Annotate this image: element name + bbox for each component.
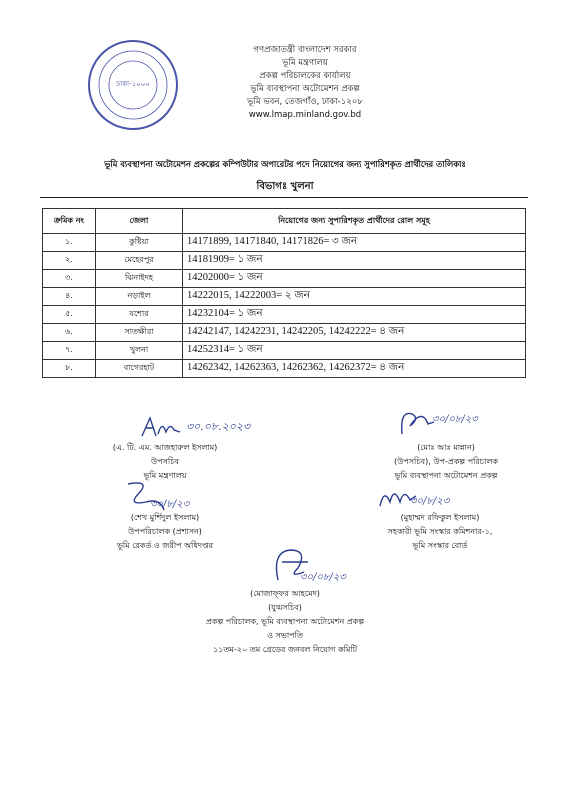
candidate-table — [42, 208, 526, 378]
signature-scribble-1 — [140, 414, 190, 440]
table-row — [43, 252, 526, 270]
signature-date-4: ৩০/৮/২৩ — [410, 496, 450, 507]
row-district: কুষ্টিয়া — [96, 234, 183, 252]
signatory-1-title: উপসচিব — [150, 457, 179, 466]
divider — [40, 197, 528, 198]
signature-date-1: ৩০.০৮.২০২৩ — [186, 420, 251, 433]
signatory-1-name: (এ. টি. এম. আজহারুল ইসলাম) — [112, 443, 218, 452]
row-serial: ২. — [43, 252, 96, 270]
header-line-2: ভূমি মন্ত্রণালয় — [282, 58, 328, 68]
table-row — [43, 342, 526, 360]
header-line-4: ভূমি ব্যবস্থাপনা অটোমেশন প্রকল্প — [250, 84, 360, 94]
signatory-2-name: (মোঃ আঃ মান্নান) — [417, 443, 475, 452]
signatory-block-3 — [80, 511, 250, 553]
row-rolls: 14252314= ১ জন — [183, 342, 526, 360]
signatory-4-title: সহকারী ভূমি সংস্কার কমিশনার-১, — [387, 527, 493, 536]
signatory-3-name: (শেখ মুর্শিদুল ইসলাম) — [130, 513, 200, 522]
header-line-5: ভূমি ভবন, তেজগাঁও, ঢাকা-১২০৮ — [247, 97, 363, 107]
signatory-block-2 — [356, 441, 536, 483]
signatory-block-4 — [340, 511, 540, 553]
table-row — [43, 360, 526, 378]
signatory-3-office: ভূমি রেকর্ড ও জরীপ অধিদপ্তর — [116, 541, 214, 550]
signatory-1-office: ভূমি মন্ত্রণালয় — [143, 471, 187, 480]
signatory-5-title: (যুগ্মসচিব) — [268, 603, 302, 612]
signatory-5-name: (মোজাফ্ফর আহমেদ) — [250, 589, 320, 598]
table-row — [43, 234, 526, 252]
row-district: নড়াইল — [96, 288, 183, 306]
row-rolls: 14171899, 14171840, 14171826= ৩ জন — [183, 234, 526, 252]
letterhead — [190, 44, 420, 122]
table-row — [43, 324, 526, 342]
signatory-5-committee: ১১তম-২০ তম গ্রেডের জনবল নিয়োগ কমিটি — [213, 645, 357, 654]
row-district: বাগেরহাট — [96, 360, 183, 378]
row-serial: ৪. — [43, 288, 96, 306]
row-rolls: 14262342, 14262363, 14262362, 14262372= ৪ জন — [183, 360, 526, 378]
signatory-2-title: (উপসচিব), উপ-প্রকল্প পরিচালক — [393, 457, 499, 466]
row-rolls: 14181909= ১ জন — [183, 252, 526, 270]
header-line-1: গণপ্রজাতন্ত্রী বাংলাদেশ সরকার — [253, 45, 357, 55]
row-rolls: 14222015, 14222003= ২ জন — [183, 288, 526, 306]
row-rolls: 14242147, 14242231, 14242205, 14242222= ৪ জন — [183, 324, 526, 342]
row-rolls: 14232104= ১ জন — [183, 306, 526, 324]
table-header-row — [43, 209, 526, 234]
row-serial: ১. — [43, 234, 96, 252]
signatory-5-designation: প্রকল্প পরিচালক, ভূমি ব্যবস্থাপনা অটোমেশন প্রকল্প — [205, 617, 365, 626]
row-district: যশোর — [96, 306, 183, 324]
seal-code: ঢাকা-১০০০ — [116, 80, 150, 88]
office-seal — [88, 40, 178, 130]
header-line-3: প্রকল্প পরিচালকের কার্যালয় — [259, 71, 351, 81]
signatory-4-office: ভূমি সংস্কার বোর্ড — [412, 541, 468, 550]
row-serial: ৭. — [43, 342, 96, 360]
document-title: ভূমি ব্যবস্থাপনা অটোমেশন প্রকল্পের কম্পিউটার অপারেটর পদে নিয়োগের জন্য সুপারিশকৃত প্রার্থীদের তালিকাঃ — [104, 159, 466, 169]
row-serial: ৮. — [43, 360, 96, 378]
row-district: ঝিনাইদহ — [96, 270, 183, 288]
row-serial: ৩. — [43, 270, 96, 288]
signatory-block-1 — [80, 441, 250, 483]
signatory-4-name: (মুহাম্মদ রফিকুল ইসলাম) — [400, 513, 480, 522]
signature-date-3: ৩০/৮/২৩ — [150, 499, 190, 510]
signatory-5-role: ও সভাপতি — [267, 631, 303, 640]
signature-date-5: ৩০/০৮/২৩ — [300, 572, 346, 583]
row-district: মেহেরপুর — [96, 252, 183, 270]
table-row — [43, 270, 526, 288]
header-serial: ক্রমিক নং — [43, 209, 96, 234]
row-rolls: 14202000= ১ জন — [183, 270, 526, 288]
table-row — [43, 306, 526, 324]
row-district: খুলনা — [96, 342, 183, 360]
signature-date-2: ৩০/০৮/২৩ — [432, 414, 478, 425]
signatory-3-title: উপপরিচালক (প্রশাসন) — [128, 527, 202, 536]
header-website: www.lmap.minland.gov.bd — [248, 110, 362, 120]
signatory-2-office: ভূমি ব্যবস্থাপনা অটোমেশন প্রকল্প — [394, 471, 498, 480]
row-district: সাতক্ষীরা — [96, 324, 183, 342]
table-row — [43, 288, 526, 306]
header-rolls: নিয়োগের জন্য সুপারিশকৃত প্রার্থীদের রোল সমূহ — [183, 209, 526, 234]
signatory-block-5 — [150, 587, 420, 657]
division-heading: বিভাগঃ খুলনা — [256, 181, 314, 192]
row-serial: ৫. — [43, 306, 96, 324]
row-serial: ৬. — [43, 324, 96, 342]
header-district: জেলা — [96, 209, 183, 234]
